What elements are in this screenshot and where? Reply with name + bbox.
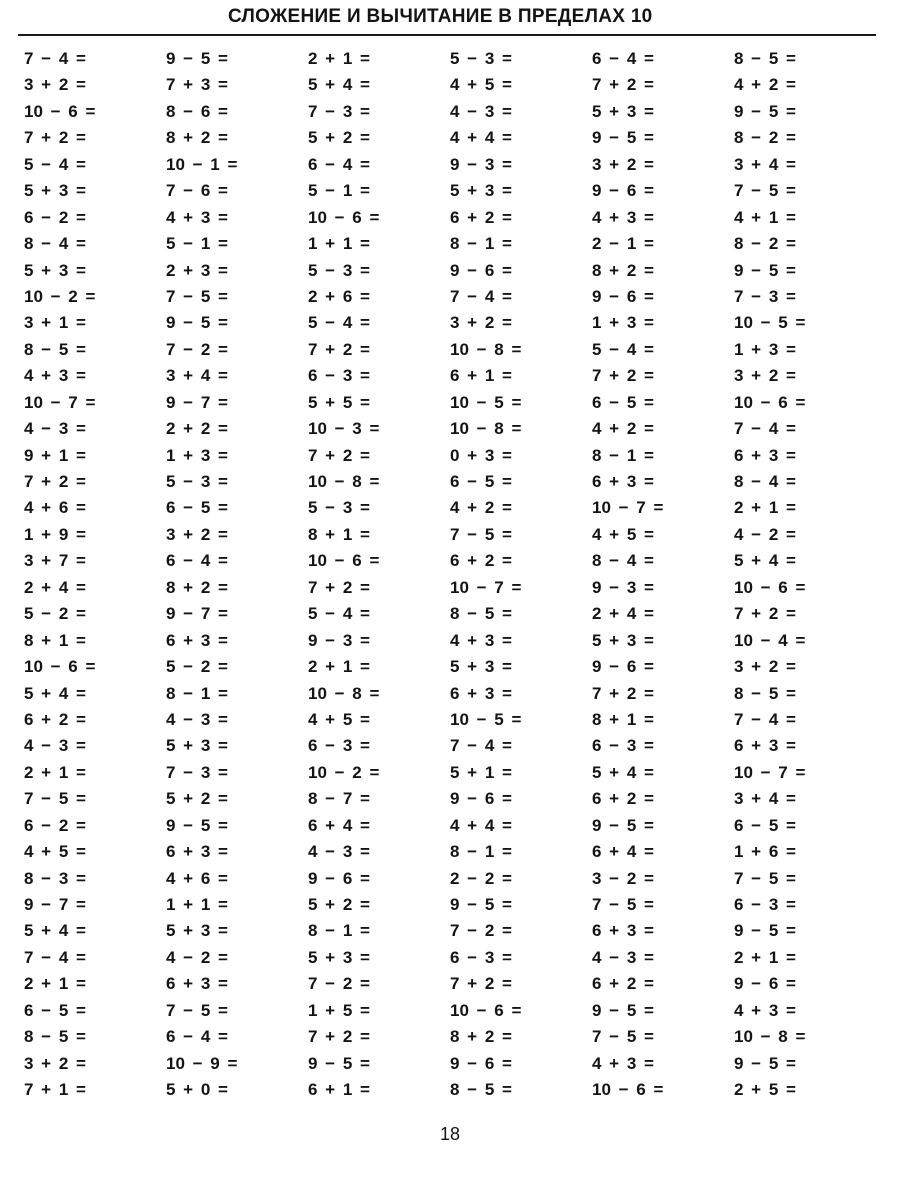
exercise-item: 7 + 2 = <box>308 1027 370 1047</box>
exercise-item: 4 + 3 = <box>24 366 86 386</box>
exercise-item: 6 + 2 = <box>592 974 654 994</box>
exercise-item: 10 − 6 = <box>24 657 96 677</box>
exercise-item: 8 − 7 = <box>308 789 370 809</box>
exercise-item: 8 + 1 = <box>592 709 654 729</box>
exercise-item: 9 − 6 = <box>734 974 796 994</box>
exercise-item: 10 − 8 = <box>308 472 380 491</box>
exercise-item: 10 − 6 = <box>450 1000 522 1020</box>
exercise-item: 9 − 5 = <box>734 260 796 280</box>
exercise-item: 3 + 2 = <box>166 524 228 544</box>
exercise-item: 10 − 6 = <box>24 101 96 121</box>
exercise-item: 6 + 4 = <box>308 815 370 835</box>
exercise-item: 7 + 2 = <box>308 445 370 465</box>
exercise-item: 7 − 5 = <box>24 789 86 809</box>
exercise-item: 10 − 6 = <box>734 577 806 597</box>
exercise-item: 10 − 1 = <box>166 154 238 174</box>
title-underline <box>18 34 876 36</box>
exercise-item: 6 − 4 = <box>592 49 654 68</box>
exercise-item: 4 − 2 = <box>166 947 228 967</box>
exercise-item: 4 + 4 = <box>450 128 512 148</box>
exercise-item: 4 + 3 = <box>592 1053 654 1073</box>
exercise-item: 10 − 5 = <box>450 392 522 412</box>
exercise-item: 8 − 5 = <box>734 683 796 703</box>
exercise-item: 3 + 4 = <box>166 366 228 386</box>
exercise-item: 4 + 3 = <box>166 207 228 227</box>
exercise-item: 7 + 2 = <box>308 577 370 597</box>
exercise-item: 4 − 3 = <box>24 419 86 439</box>
exercise-item: 4 + 5 = <box>308 709 370 729</box>
exercise-item: 7 − 2 = <box>308 974 370 994</box>
exercise-item: 7 + 3 = <box>166 75 228 95</box>
exercise-item: 3 + 4 = <box>734 154 796 174</box>
exercise-item: 1 + 3 = <box>166 445 228 465</box>
exercise-item: 5 + 3 = <box>592 101 654 121</box>
exercise-item: 10 − 4 = <box>734 630 806 650</box>
exercise-item: 2 + 1 = <box>308 49 370 68</box>
exercise-item: 4 − 3 = <box>308 842 370 862</box>
exercise-item: 7 − 4 = <box>450 286 512 306</box>
exercise-item: 3 − 2 = <box>592 868 654 888</box>
exercise-item: 6 − 3 = <box>450 947 512 967</box>
exercise-item: 8 − 1 = <box>450 842 512 862</box>
exercise-item: 7 − 5 = <box>592 1027 654 1047</box>
exercise-item: 6 + 1 = <box>308 1080 370 1100</box>
exercise-item: 6 + 2 = <box>592 789 654 809</box>
exercise-item: 6 + 3 = <box>734 736 796 756</box>
exercise-item: 6 − 2 = <box>24 815 86 835</box>
exercise-item: 8 − 1 = <box>450 234 512 254</box>
exercise-item: 9 − 5 = <box>308 1053 370 1073</box>
exercise-item: 3 + 2 = <box>734 657 796 677</box>
exercise-item: 4 + 1 = <box>734 207 796 227</box>
exercise-item: 4 − 3 = <box>24 736 86 756</box>
exercise-item: 9 − 3 = <box>450 154 512 174</box>
exercise-item: 4 + 3 = <box>450 630 512 650</box>
exercise-item: 5 − 4 = <box>24 154 86 174</box>
exercise-item: 9 − 6 = <box>450 1053 512 1073</box>
exercise-item: 3 + 2 = <box>24 75 86 95</box>
exercise-item: 5 + 3 = <box>166 921 228 941</box>
exercise-item: 5 − 4 = <box>592 339 654 359</box>
exercise-item: 9 − 7 = <box>166 604 228 624</box>
exercise-item: 5 + 0 = <box>166 1080 228 1100</box>
exercise-item: 4 + 3 = <box>734 1000 796 1020</box>
exercise-item: 8 + 2 = <box>592 260 654 280</box>
exercise-item: 2 + 1 = <box>308 657 370 677</box>
exercise-item: 5 + 4 = <box>592 762 654 782</box>
exercise-item: 10 − 2 = <box>308 762 380 782</box>
exercise-item: 5 + 3 = <box>24 181 86 201</box>
exercise-item: 7 − 2 = <box>450 921 512 941</box>
exercise-item: 7 + 2 = <box>450 974 512 994</box>
exercise-item: 2 + 2 = <box>166 419 228 439</box>
exercise-item: 10 − 6 = <box>734 392 806 412</box>
exercise-item: 5 + 2 = <box>308 895 370 914</box>
exercise-item: 8 − 2 = <box>734 234 796 254</box>
exercise-item: 2 + 1 = <box>734 947 796 967</box>
exercise-item: 6 − 5 = <box>166 498 228 518</box>
exercise-item: 7 − 5 = <box>592 895 654 914</box>
exercise-item: 9 − 5 = <box>734 1053 796 1073</box>
exercise-item: 7 − 4 = <box>450 736 512 756</box>
exercise-item: 7 − 3 = <box>734 286 796 306</box>
exercise-item: 10 − 7 = <box>24 392 96 412</box>
exercise-item: 10 − 7 = <box>592 498 664 518</box>
exercise-item: 7 − 4 = <box>24 947 86 967</box>
exercise-item: 5 + 2 = <box>308 128 370 148</box>
exercise-item: 1 + 5 = <box>308 1000 370 1020</box>
exercise-item: 8 − 1 = <box>308 921 370 941</box>
exercise-item: 4 + 2 = <box>592 419 654 439</box>
exercise-item: 5 + 3 = <box>450 181 512 201</box>
exercise-item: 6 + 3 = <box>734 445 796 465</box>
exercise-item: 6 + 3 = <box>166 630 228 650</box>
exercise-item: 2 − 2 = <box>450 868 512 888</box>
exercise-item: 10 − 8 = <box>450 339 522 359</box>
exercise-item: 6 − 4 = <box>166 1027 228 1047</box>
exercise-item: 9 − 6 = <box>592 286 654 306</box>
exercise-item: 8 − 3 = <box>24 868 86 888</box>
exercise-item: 2 + 1 = <box>734 498 796 518</box>
exercise-item: 5 + 2 = <box>166 789 228 809</box>
exercise-item: 5 − 2 = <box>166 657 228 677</box>
exercise-item: 5 − 1 = <box>308 181 370 201</box>
page-title: СЛОЖЕНИЕ И ВЫЧИТАНИЕ В ПРЕДЕЛАХ 10 <box>228 6 653 27</box>
exercise-item: 7 + 2 = <box>592 683 654 703</box>
exercise-item: 6 − 3 = <box>308 736 370 756</box>
exercise-item: 5 + 1 = <box>450 762 512 782</box>
exercise-item: 1 + 3 = <box>734 339 796 359</box>
exercise-item: 5 − 3 = <box>308 260 370 280</box>
exercise-item: 7 − 6 = <box>166 181 228 201</box>
exercise-item: 6 − 4 = <box>308 154 370 174</box>
exercise-item: 5 − 2 = <box>24 604 86 624</box>
exercise-item: 6 − 3 = <box>308 366 370 386</box>
exercise-item: 2 + 6 = <box>308 286 370 306</box>
exercise-item: 9 − 5 = <box>592 815 654 835</box>
exercise-item: 6 + 3 = <box>592 472 654 491</box>
exercise-item: 10 − 5 = <box>734 313 806 333</box>
exercise-item: 5 − 3 = <box>450 49 512 68</box>
exercise-item: 5 − 3 = <box>308 498 370 518</box>
exercise-item: 6 + 4 = <box>592 842 654 862</box>
exercise-item: 7 − 3 = <box>166 762 228 782</box>
exercise-item: 4 − 3 = <box>450 101 512 121</box>
exercise-item: 6 + 2 = <box>450 207 512 227</box>
exercise-item: 1 + 1 = <box>308 234 370 254</box>
exercise-item: 8 + 2 = <box>450 1027 512 1047</box>
exercise-item: 6 + 2 = <box>24 709 86 729</box>
exercise-item: 5 − 1 = <box>166 234 228 254</box>
exercise-item: 5 + 3 = <box>166 736 228 756</box>
exercise-item: 2 + 4 = <box>592 604 654 624</box>
exercise-item: 4 + 4 = <box>450 815 512 835</box>
exercise-item: 7 + 2 = <box>24 472 86 491</box>
exercise-item: 9 − 5 = <box>166 49 228 68</box>
exercise-item: 10 − 5 = <box>450 709 522 729</box>
exercise-item: 9 − 5 = <box>592 1000 654 1020</box>
exercise-item: 4 − 3 = <box>592 947 654 967</box>
exercise-item: 10 − 7 = <box>734 762 806 782</box>
exercise-item: 7 − 5 = <box>734 181 796 201</box>
exercise-item: 6 − 2 = <box>24 207 86 227</box>
exercise-item: 5 − 4 = <box>308 313 370 333</box>
exercise-item: 9 − 5 = <box>166 313 228 333</box>
exercise-item: 6 + 3 = <box>592 921 654 941</box>
exercise-item: 7 + 2 = <box>592 75 654 95</box>
exercise-item: 7 − 5 = <box>166 1000 228 1020</box>
exercise-item: 6 − 4 = <box>166 551 228 571</box>
exercise-item: 8 + 2 = <box>166 128 228 148</box>
exercise-item: 7 − 5 = <box>734 868 796 888</box>
exercise-grid <box>24 46 876 1104</box>
exercise-item: 7 + 2 = <box>308 339 370 359</box>
exercise-item: 7 − 4 = <box>24 49 86 68</box>
exercise-item: 8 + 2 = <box>166 577 228 597</box>
exercise-item: 10 − 6 = <box>308 551 380 571</box>
exercise-item: 8 − 1 = <box>166 683 228 703</box>
exercise-item: 7 + 2 = <box>592 366 654 386</box>
exercise-item: 5 + 4 = <box>24 921 86 941</box>
page-number: 18 <box>440 1124 461 1144</box>
exercise-item: 8 − 1 = <box>592 445 654 465</box>
exercise-item: 8 − 2 = <box>734 128 796 148</box>
exercise-item: 5 + 4 = <box>24 683 86 703</box>
exercise-item: 10 − 7 = <box>450 577 522 597</box>
exercise-item: 8 − 5 = <box>24 339 86 359</box>
exercise-item: 8 − 5 = <box>450 1080 512 1100</box>
exercise-item: 9 + 1 = <box>24 445 86 465</box>
exercise-item: 9 − 5 = <box>166 815 228 835</box>
exercise-item: 9 − 5 = <box>592 128 654 148</box>
exercise-item: 2 − 1 = <box>592 234 654 254</box>
exercise-item: 3 + 7 = <box>24 551 86 571</box>
exercise-item: 10 − 3 = <box>308 419 380 439</box>
exercise-item: 9 − 5 = <box>450 895 512 914</box>
exercise-item: 5 + 3 = <box>592 630 654 650</box>
exercise-item: 9 − 6 = <box>450 260 512 280</box>
exercise-item: 3 + 1 = <box>24 313 86 333</box>
exercise-item: 2 + 4 = <box>24 577 86 597</box>
exercise-item: 8 − 5 = <box>450 604 512 624</box>
exercise-item: 10 − 8 = <box>308 683 380 703</box>
exercise-item: 6 + 3 = <box>166 974 228 994</box>
exercise-item: 9 − 7 = <box>166 392 228 412</box>
exercise-item: 2 + 5 = <box>734 1080 796 1100</box>
exercise-item: 1 + 9 = <box>24 524 86 544</box>
exercise-item: 4 − 2 = <box>734 524 796 544</box>
exercise-item: 10 − 6 = <box>592 1080 664 1100</box>
exercise-item: 3 + 2 = <box>450 313 512 333</box>
exercise-item: 7 + 2 = <box>734 604 796 624</box>
exercise-item: 7 − 4 = <box>734 419 796 439</box>
exercise-item: 2 + 3 = <box>166 260 228 280</box>
exercise-item: 8 − 6 = <box>166 101 228 121</box>
exercise-item: 10 − 9 = <box>166 1053 238 1073</box>
exercise-item: 6 + 1 = <box>450 366 512 386</box>
exercise-item: 8 − 5 = <box>24 1027 86 1047</box>
exercise-item: 4 + 6 = <box>24 498 86 518</box>
exercise-item: 9 − 5 = <box>734 921 796 941</box>
exercise-item: 6 − 5 = <box>592 392 654 412</box>
exercise-item: 7 − 5 = <box>166 286 228 306</box>
exercise-item: 4 + 2 = <box>734 75 796 95</box>
exercise-item: 6 − 3 = <box>734 895 796 914</box>
exercise-item: 10 − 8 = <box>450 419 522 439</box>
exercise-item: 10 − 6 = <box>308 207 380 227</box>
exercise-item: 9 − 6 = <box>308 868 370 888</box>
exercise-item: 8 − 4 = <box>734 472 796 491</box>
exercise-item: 6 + 2 = <box>450 551 512 571</box>
exercise-item: 8 + 1 = <box>308 524 370 544</box>
exercise-item: 0 + 3 = <box>450 445 512 465</box>
exercise-item: 7 − 5 = <box>450 524 512 544</box>
exercise-item: 6 − 5 = <box>734 815 796 835</box>
exercise-item: 3 + 2 = <box>592 154 654 174</box>
exercise-item: 10 − 8 = <box>734 1027 806 1047</box>
exercise-item: 9 − 3 = <box>592 577 654 597</box>
exercise-item: 8 + 1 = <box>24 630 86 650</box>
exercise-item: 9 − 6 = <box>592 181 654 201</box>
exercise-item: 9 − 6 = <box>592 657 654 677</box>
exercise-item: 4 + 5 = <box>450 75 512 95</box>
exercise-item: 6 + 3 = <box>166 842 228 862</box>
exercise-item: 4 + 6 = <box>166 868 228 888</box>
exercise-item: 1 + 3 = <box>592 313 654 333</box>
exercise-item: 5 − 3 = <box>166 472 228 491</box>
exercise-item: 8 − 5 = <box>734 49 796 68</box>
exercise-item: 3 + 2 = <box>24 1053 86 1073</box>
exercise-item: 4 + 2 = <box>450 498 512 518</box>
exercise-item: 5 + 5 = <box>308 392 370 412</box>
exercise-item: 1 + 1 = <box>166 895 228 914</box>
exercise-item: 9 − 6 = <box>450 789 512 809</box>
exercise-item: 1 + 6 = <box>734 842 796 862</box>
exercise-item: 7 + 1 = <box>24 1080 86 1100</box>
exercise-item: 8 − 4 = <box>592 551 654 571</box>
exercise-item: 2 + 1 = <box>24 762 86 782</box>
exercise-item: 4 + 3 = <box>592 207 654 227</box>
exercise-item: 4 − 3 = <box>166 709 228 729</box>
exercise-item: 6 + 3 = <box>450 683 512 703</box>
exercise-item: 3 + 2 = <box>734 366 796 386</box>
exercise-item: 5 − 4 = <box>308 604 370 624</box>
exercise-item: 6 − 5 = <box>24 1000 86 1020</box>
exercise-item: 9 − 5 = <box>734 101 796 121</box>
exercise-item: 5 + 4 = <box>308 75 370 95</box>
exercise-item: 7 + 2 = <box>24 128 86 148</box>
exercise-item: 7 − 3 = <box>308 101 370 121</box>
exercise-item: 5 + 3 = <box>24 260 86 280</box>
exercise-item: 7 − 4 = <box>734 709 796 729</box>
exercise-item: 6 − 3 = <box>592 736 654 756</box>
exercise-item: 5 + 3 = <box>450 657 512 677</box>
exercise-item: 2 + 1 = <box>24 974 86 994</box>
exercise-item: 5 + 4 = <box>734 551 796 571</box>
exercise-item: 4 + 5 = <box>592 524 654 544</box>
exercise-item: 8 − 4 = <box>24 234 86 254</box>
exercise-item: 9 − 3 = <box>308 630 370 650</box>
exercise-item: 4 + 5 = <box>24 842 86 862</box>
exercise-item: 7 − 2 = <box>166 339 228 359</box>
exercise-item: 6 − 5 = <box>450 472 512 491</box>
exercise-item: 3 + 4 = <box>734 789 796 809</box>
exercise-item: 5 + 3 = <box>308 947 370 967</box>
exercise-item: 9 − 7 = <box>24 895 86 914</box>
exercise-item: 10 − 2 = <box>24 286 96 306</box>
